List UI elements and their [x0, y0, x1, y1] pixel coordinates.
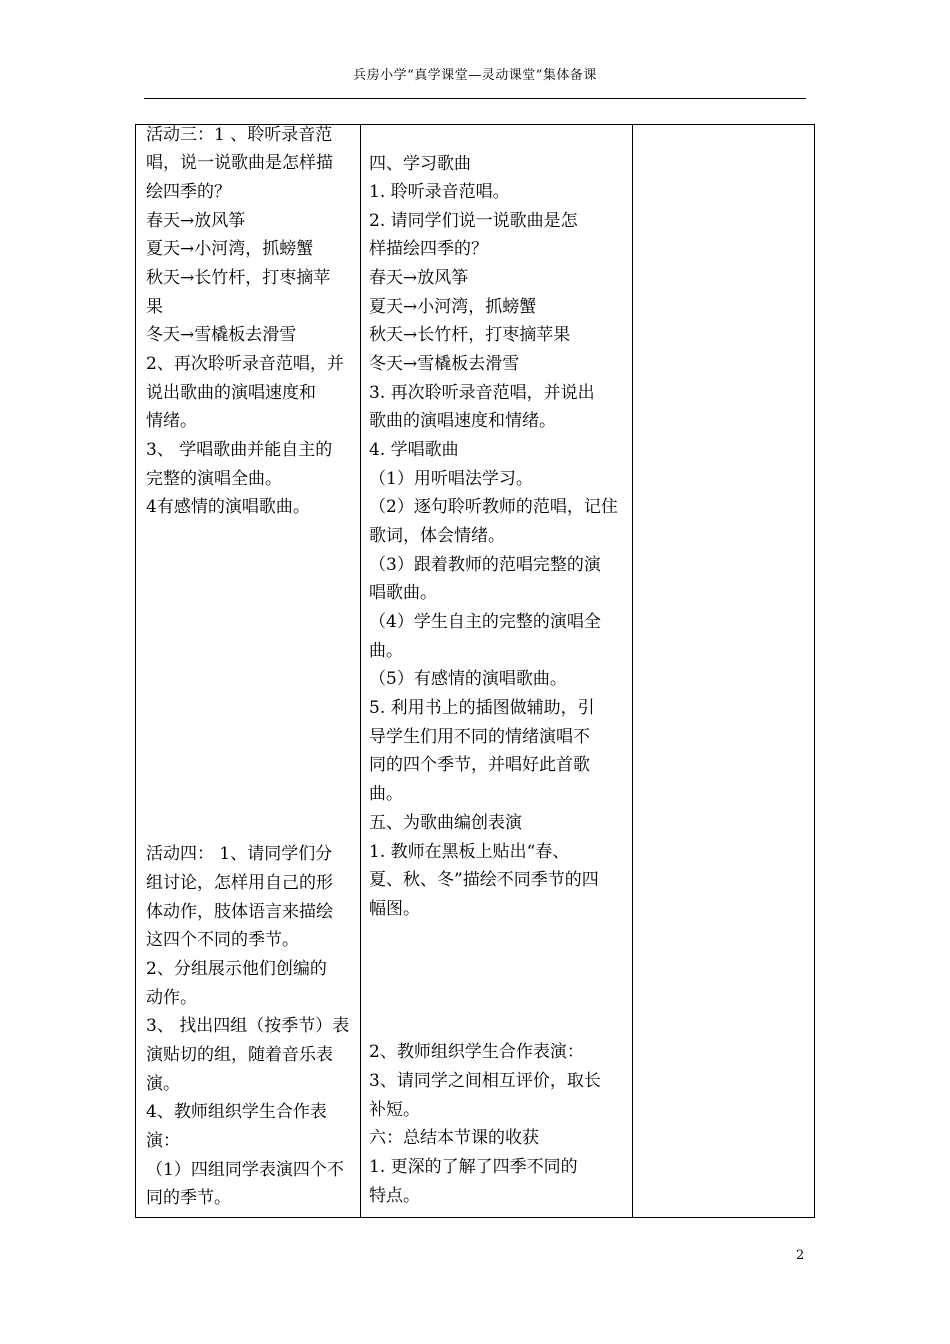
text-line: 体动作，肢体语言来描绘 — [146, 902, 333, 922]
text-line: 1. 聆听录音范唱。 — [369, 182, 510, 202]
text-line: 1. 更深的了解了四季不同的 — [369, 1157, 578, 1177]
text-line: 春天→放风筝 — [146, 211, 246, 231]
text-line: 冬天→雪橇板去滑雪 — [146, 325, 297, 345]
text-line: 夏天→小河湾，抓螃蟹 — [369, 297, 537, 317]
text-line: 曲。 — [369, 784, 403, 804]
text-line: 活动三：1 、聆听录音范 — [146, 125, 333, 145]
page-number: 2 — [796, 1248, 805, 1263]
text-line: （1）四组同学表演四个不 — [146, 1160, 344, 1180]
text-line: 3. 再次聆听录音范唱，并说出 — [369, 383, 595, 403]
text-line: 2. 请同学们说一说歌曲是怎 — [369, 211, 578, 231]
text-line: 特点。 — [369, 1186, 420, 1206]
text-line: 秋天→长竹杆，打枣摘苹 — [146, 268, 331, 288]
text-line: 情绪。 — [146, 411, 197, 431]
text-line: 幅图。 — [369, 899, 420, 919]
text-line: 同的季节。 — [146, 1188, 231, 1208]
text-line: 演： — [146, 1131, 180, 1151]
text-line: 说出歌曲的演唱速度和 — [146, 383, 316, 403]
text-line: 2、再次聆听录音范唱，并 — [146, 354, 344, 374]
text-line: 夏、秋、冬”描绘不同季节的四 — [369, 870, 599, 890]
text-line: 2、分组展示他们创编的 — [146, 959, 327, 979]
text-line: 5. 利用书上的插图做辅助，引 — [369, 698, 595, 718]
text-line: 曲。 — [369, 641, 403, 661]
lesson-plan-table — [135, 124, 815, 1218]
text-line: 歌曲的演唱速度和情绪。 — [369, 411, 556, 431]
text-line: 4. 学唱歌曲 — [369, 440, 459, 460]
text-line: 这四个不同的季节。 — [146, 930, 299, 950]
text-line: 导学生们用不同的情绪演唱不 — [369, 727, 590, 747]
text-line: 动作。 — [146, 988, 197, 1008]
text-line: 1. 教师在黑板上贴出“春、 — [369, 842, 570, 862]
text-line: 果 — [146, 297, 163, 317]
text-line: 夏天→小河湾，抓螃蟹 — [146, 239, 314, 259]
text-line: （5）有感情的演唱歌曲。 — [369, 669, 567, 689]
text-line: 样描绘四季的？ — [369, 239, 488, 259]
text-line: （1）用听唱法学习。 — [369, 469, 533, 489]
text-line: 五、为歌曲编创表演 — [369, 813, 522, 833]
text-line: 春天→放风筝 — [369, 268, 469, 288]
text-line: 绘四季的？ — [146, 182, 231, 202]
text-line: 4、教师组织学生合作表 — [146, 1102, 327, 1122]
text-line: 秋天→长竹杆，打枣摘苹果 — [369, 325, 571, 345]
text-line: 演。 — [146, 1074, 180, 1094]
page-header-title: 兵房小学“真学课堂—灵动课堂”集体备课 — [353, 68, 597, 83]
text-line: 六：总结本节课的收获 — [369, 1128, 539, 1148]
text-line: （3）跟着教师的范唱完整的演 — [369, 555, 601, 575]
text-line: 活动四： 1、请同学们分 — [146, 844, 333, 864]
header-rule — [144, 98, 806, 99]
text-line: 唱歌曲。 — [369, 583, 437, 603]
text-line: 3、 学唱歌曲并能自主的 — [146, 440, 333, 460]
column-divider-1 — [360, 125, 361, 1217]
text-line: 补短。 — [369, 1100, 420, 1120]
text-line: 演贴切的组，随着音乐表 — [146, 1045, 333, 1065]
text-line: 唱，说一说歌曲是怎样描 — [146, 153, 333, 173]
text-line: 3、 找出四组（按季节）表 — [146, 1016, 350, 1036]
text-line: 四、学习歌曲 — [369, 154, 471, 174]
text-line: 冬天→雪橇板去滑雪 — [369, 354, 520, 374]
text-line: （4）学生自主的完整的演唱全 — [369, 612, 601, 632]
text-line: 歌词，体会情绪。 — [369, 526, 505, 546]
column-divider-2 — [632, 125, 633, 1217]
text-line: 2、教师组织学生合作表演： — [369, 1042, 584, 1062]
text-line: 3、请同学之间相互评价，取长 — [369, 1071, 601, 1091]
text-line: （2）逐句聆听教师的范唱，记住 — [369, 497, 618, 517]
text-line: 完整的演唱全曲。 — [146, 469, 282, 489]
text-line: 同的四个季节，并唱好此首歌 — [369, 755, 590, 775]
text-line: 组讨论，怎样用自己的形 — [146, 873, 333, 893]
text-line: 4有感情的演唱歌曲。 — [146, 497, 310, 517]
